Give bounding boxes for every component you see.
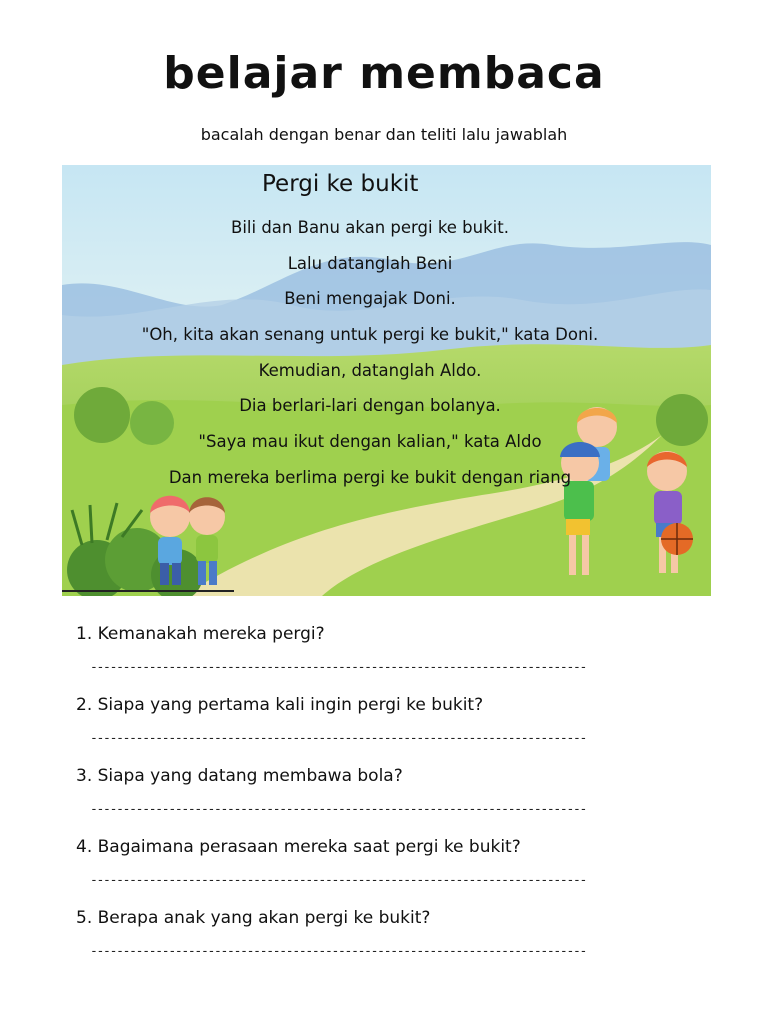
answer-line[interactable]: ----------------------------------------------------------------------------: [90, 660, 587, 675]
questions-section: [76, 620, 696, 975]
story-line: "Saya mau ikut dengan kalian," kata Aldo: [198, 432, 542, 452]
question-item: [76, 691, 696, 762]
story-line: Bili dan Banu akan pergi ke bukit.: [231, 218, 509, 237]
question-text: 2. Siapa yang pertama kali ingin pergi ke bukit?: [76, 695, 484, 715]
answer-line[interactable]: ----------------------------------------------------------------------------: [90, 944, 587, 959]
question-text: 4. Bagaimana perasaan mereka saat pergi ke bukit?: [76, 837, 521, 857]
answer-line[interactable]: ----------------------------------------------------------------------------: [90, 802, 587, 817]
story-panel: [62, 165, 711, 596]
page-title: belajar membaca: [163, 48, 605, 99]
instruction-text: bacalah dengan benar dan teliti lalu jawablah: [200, 125, 568, 144]
question-text: 3. Siapa yang datang membawa bola?: [76, 766, 403, 786]
story-line: "Oh, kita akan senang untuk pergi ke bukit," kata Doni.: [141, 325, 599, 345]
story-line: Kemudian, datanglah Aldo.: [258, 360, 482, 380]
answer-line[interactable]: ----------------------------------------------------------------------------: [90, 731, 587, 746]
question-item: [76, 762, 696, 833]
question-item: [76, 904, 696, 975]
story-title: Pergi ke bukit: [262, 171, 419, 197]
story-line: Dia berlari-lari dengan bolanya.: [239, 396, 501, 416]
answer-line[interactable]: ----------------------------------------------------------------------------: [90, 873, 587, 888]
question-text: 5. Berapa anak yang akan pergi ke bukit?: [76, 908, 431, 928]
story-line: Beni mengajak Doni.: [284, 289, 456, 309]
story-line: Lalu datanglah Beni: [287, 253, 453, 273]
story-line: Dan mereka berlima pergi ke bukit dengan riang: [168, 467, 572, 487]
story-text: [62, 213, 678, 499]
question-text: 1. Kemanakah mereka pergi?: [76, 624, 325, 644]
question-item: [76, 620, 696, 691]
question-item: [76, 833, 696, 904]
